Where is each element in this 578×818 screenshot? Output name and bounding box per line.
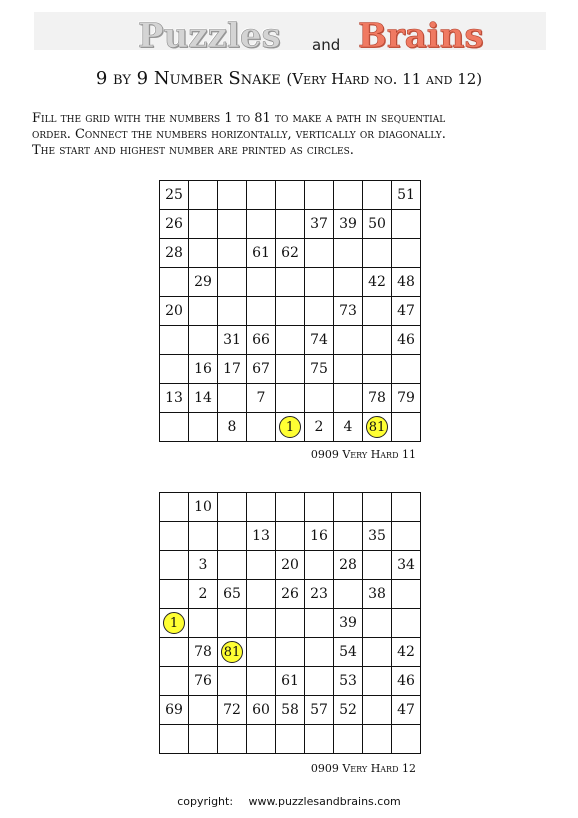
- logo-text-puzzles: Puzzles: [138, 16, 281, 56]
- copyright-label: copyright:: [177, 795, 234, 808]
- grid-cell[interactable]: 54: [334, 638, 363, 667]
- puzzle-grid-12: [159, 492, 421, 754]
- footer: [0, 795, 578, 808]
- grid-cell[interactable]: [276, 522, 305, 551]
- grid-cell[interactable]: 42: [363, 268, 392, 297]
- grid-cell[interactable]: 16: [189, 355, 218, 384]
- grid-cell[interactable]: [363, 609, 392, 638]
- grid-cell[interactable]: 61: [247, 239, 276, 268]
- grid-cell[interactable]: [276, 181, 305, 210]
- grid-row: [160, 268, 421, 297]
- grid-cell[interactable]: [363, 297, 392, 326]
- grid-cell[interactable]: 46: [392, 326, 421, 355]
- grid-cell[interactable]: [218, 667, 247, 696]
- grid-cell[interactable]: 61: [276, 667, 305, 696]
- grid-cell[interactable]: [305, 638, 334, 667]
- grid-cell[interactable]: [189, 522, 218, 551]
- grid-cell[interactable]: 47: [392, 696, 421, 725]
- grid-cell[interactable]: [189, 326, 218, 355]
- logo-banner: [34, 12, 546, 56]
- grid-cell[interactable]: [189, 297, 218, 326]
- page-title-sub: (Very Hard no. 11 and 12): [286, 70, 483, 88]
- grid-cell[interactable]: [160, 326, 189, 355]
- grid-cell[interactable]: [276, 210, 305, 239]
- grid-cell[interactable]: 78: [363, 384, 392, 413]
- grid-cell[interactable]: 10: [189, 493, 218, 522]
- grid-row: [160, 638, 421, 667]
- grid-cell[interactable]: [218, 522, 247, 551]
- grid-cell[interactable]: [218, 638, 247, 667]
- grid-cell[interactable]: 79: [392, 384, 421, 413]
- grid-row: [160, 181, 421, 210]
- website-link[interactable]: www.puzzlesandbrains.com: [248, 795, 401, 808]
- grid-cell[interactable]: [334, 239, 363, 268]
- grid-cell[interactable]: [276, 268, 305, 297]
- grid-cell[interactable]: 2: [305, 413, 334, 442]
- grid-cell[interactable]: [334, 725, 363, 754]
- grid-cell[interactable]: [305, 609, 334, 638]
- grid-row: [160, 609, 421, 638]
- grid-cell[interactable]: [392, 580, 421, 609]
- grid-cell[interactable]: 4: [334, 413, 363, 442]
- grid-cell[interactable]: [334, 493, 363, 522]
- grid-cell[interactable]: 35: [363, 522, 392, 551]
- puzzle-grid-11: [159, 180, 421, 442]
- page-title-main: 9 by 9 Number Snake: [95, 68, 287, 89]
- grid-cell[interactable]: [189, 725, 218, 754]
- grid-row: [160, 239, 421, 268]
- grid-cell[interactable]: 39: [334, 609, 363, 638]
- puzzle-caption-12: 0909 Very Hard 12: [310, 762, 416, 775]
- grid-cell[interactable]: 26: [160, 210, 189, 239]
- grid-cell[interactable]: [334, 181, 363, 210]
- grid-cell[interactable]: [218, 725, 247, 754]
- grid-cell[interactable]: [392, 522, 421, 551]
- grid-cell[interactable]: [305, 667, 334, 696]
- grid-cell[interactable]: [247, 638, 276, 667]
- grid-cell[interactable]: [334, 355, 363, 384]
- grid-row: [160, 493, 421, 522]
- grid-cell[interactable]: [247, 297, 276, 326]
- grid-cell[interactable]: 62: [276, 239, 305, 268]
- grid-cell[interactable]: [276, 609, 305, 638]
- grid-cell[interactable]: [334, 580, 363, 609]
- grid-row: [160, 297, 421, 326]
- grid-row: [160, 355, 421, 384]
- grid-cell[interactable]: 69: [160, 696, 189, 725]
- grid-cell[interactable]: [276, 638, 305, 667]
- grid-cell[interactable]: [363, 493, 392, 522]
- grid-cell[interactable]: 74: [305, 326, 334, 355]
- grid-cell[interactable]: [305, 493, 334, 522]
- grid-cell[interactable]: 29: [189, 268, 218, 297]
- grid-row: [160, 210, 421, 239]
- grid-cell[interactable]: [247, 609, 276, 638]
- grid-cell[interactable]: [392, 413, 421, 442]
- grid-cell[interactable]: [218, 493, 247, 522]
- grid-cell[interactable]: [392, 609, 421, 638]
- grid-cell[interactable]: 47: [392, 297, 421, 326]
- grid-cell[interactable]: 20: [160, 297, 189, 326]
- grid-cell[interactable]: 48: [392, 268, 421, 297]
- grid-cell[interactable]: 66: [247, 326, 276, 355]
- grid-cell[interactable]: [247, 725, 276, 754]
- grid-cell[interactable]: 50: [363, 210, 392, 239]
- grid-cell[interactable]: 28: [160, 239, 189, 268]
- grid-cell[interactable]: [189, 696, 218, 725]
- grid-cell[interactable]: 14: [189, 384, 218, 413]
- grid-cell[interactable]: 72: [218, 696, 247, 725]
- grid-cell[interactable]: 25: [160, 181, 189, 210]
- grid-cell[interactable]: 34: [392, 551, 421, 580]
- grid-cell[interactable]: [160, 725, 189, 754]
- grid-cell[interactable]: [247, 667, 276, 696]
- grid-cell[interactable]: [247, 181, 276, 210]
- grid-cell[interactable]: [334, 268, 363, 297]
- grid-cell[interactable]: 8: [218, 413, 247, 442]
- instruction-line: The start and highest number are printed as circles.: [32, 143, 354, 158]
- grid-row: [160, 580, 421, 609]
- grid-cell[interactable]: [247, 210, 276, 239]
- grid-cell[interactable]: [305, 239, 334, 268]
- grid-cell[interactable]: [363, 725, 392, 754]
- grid-cell[interactable]: [189, 413, 218, 442]
- grid-cell[interactable]: 57: [305, 696, 334, 725]
- grid-cell[interactable]: 31: [218, 326, 247, 355]
- grid-cell[interactable]: [305, 551, 334, 580]
- logo-text-and: and: [312, 36, 341, 54]
- grid-cell[interactable]: 37: [305, 210, 334, 239]
- grid-cell[interactable]: [305, 384, 334, 413]
- grid-row: [160, 696, 421, 725]
- grid-cell[interactable]: 16: [305, 522, 334, 551]
- grid-cell[interactable]: 20: [276, 551, 305, 580]
- grid-cell[interactable]: [276, 413, 305, 442]
- grid-cell[interactable]: 52: [334, 696, 363, 725]
- grid-cell[interactable]: [363, 239, 392, 268]
- instructions: [32, 111, 552, 159]
- grid-cell[interactable]: [189, 181, 218, 210]
- grid-cell[interactable]: [160, 493, 189, 522]
- grid-cell[interactable]: [276, 493, 305, 522]
- grid-cell[interactable]: [276, 725, 305, 754]
- grid-cell[interactable]: [276, 384, 305, 413]
- grid-cell[interactable]: [363, 355, 392, 384]
- grid-cell[interactable]: [276, 297, 305, 326]
- instruction-line: Fill the grid with the numbers 1 to 81 to make a path in sequential: [32, 111, 446, 126]
- grid-row: [160, 413, 421, 442]
- grid-cell[interactable]: [160, 638, 189, 667]
- grid-cell[interactable]: [218, 609, 247, 638]
- grid-row: [160, 522, 421, 551]
- grid-cell[interactable]: [160, 355, 189, 384]
- grid-cell[interactable]: [160, 667, 189, 696]
- grid-cell[interactable]: 78: [189, 638, 218, 667]
- grid-cell[interactable]: [160, 268, 189, 297]
- grid-cell[interactable]: [218, 181, 247, 210]
- grid-cell[interactable]: [160, 551, 189, 580]
- grid-cell[interactable]: 51: [392, 181, 421, 210]
- grid-cell[interactable]: 73: [334, 297, 363, 326]
- grid-cell[interactable]: [363, 551, 392, 580]
- grid-cell[interactable]: [189, 239, 218, 268]
- grid-cell[interactable]: [218, 384, 247, 413]
- grid-cell[interactable]: [363, 413, 392, 442]
- grid-cell[interactable]: [160, 580, 189, 609]
- grid-cell[interactable]: 42: [392, 638, 421, 667]
- grid-row: [160, 326, 421, 355]
- grid-cell[interactable]: [305, 725, 334, 754]
- logo-text-brains: Brains: [358, 16, 484, 56]
- grid-cell[interactable]: [218, 210, 247, 239]
- puzzle-caption-11: 0909 Very Hard 11: [310, 448, 416, 461]
- circled-number: 81: [366, 416, 388, 438]
- grid-cell[interactable]: 26: [276, 580, 305, 609]
- instruction-line: order. Connect the numbers horizontally, vertically or diagonally.: [32, 127, 446, 142]
- grid-row: [160, 384, 421, 413]
- grid-cell[interactable]: [392, 355, 421, 384]
- grid-cell[interactable]: [247, 268, 276, 297]
- grid-cell[interactable]: [305, 181, 334, 210]
- grid-cell[interactable]: 60: [247, 696, 276, 725]
- grid-cell[interactable]: [160, 413, 189, 442]
- grid-cell[interactable]: 7: [247, 384, 276, 413]
- grid-cell[interactable]: [305, 268, 334, 297]
- grid-cell[interactable]: [218, 551, 247, 580]
- grid-cell[interactable]: [334, 326, 363, 355]
- grid-cell[interactable]: 38: [363, 580, 392, 609]
- grid-cell[interactable]: [392, 493, 421, 522]
- grid-cell[interactable]: [218, 297, 247, 326]
- grid-cell[interactable]: 13: [160, 384, 189, 413]
- grid-cell[interactable]: [363, 667, 392, 696]
- grid-cell[interactable]: 39: [334, 210, 363, 239]
- circled-number: 1: [163, 612, 185, 634]
- grid-cell[interactable]: [247, 413, 276, 442]
- grid-cell[interactable]: [305, 297, 334, 326]
- circled-number: 1: [279, 416, 301, 438]
- grid-cell[interactable]: [276, 355, 305, 384]
- grid-cell[interactable]: [363, 696, 392, 725]
- grid-cell[interactable]: 17: [218, 355, 247, 384]
- grid-cell[interactable]: [247, 580, 276, 609]
- circled-number: 81: [221, 641, 243, 663]
- grid-cell[interactable]: [218, 239, 247, 268]
- grid-row: [160, 725, 421, 754]
- grid-cell[interactable]: [363, 326, 392, 355]
- grid-cell[interactable]: [334, 522, 363, 551]
- grid-cell[interactable]: [160, 522, 189, 551]
- grid-cell[interactable]: [392, 725, 421, 754]
- grid-cell[interactable]: [392, 239, 421, 268]
- grid-cell[interactable]: 23: [305, 580, 334, 609]
- grid-cell[interactable]: 67: [247, 355, 276, 384]
- grid-cell[interactable]: [189, 210, 218, 239]
- grid-cell[interactable]: [334, 384, 363, 413]
- grid-cell[interactable]: 3: [189, 551, 218, 580]
- grid-cell[interactable]: [218, 268, 247, 297]
- grid-cell[interactable]: [189, 609, 218, 638]
- grid-row: [160, 551, 421, 580]
- grid-cell[interactable]: 2: [189, 580, 218, 609]
- grid-cell[interactable]: 46: [392, 667, 421, 696]
- grid-cell[interactable]: 53: [334, 667, 363, 696]
- grid-cell[interactable]: [247, 551, 276, 580]
- grid-cell[interactable]: 13: [247, 522, 276, 551]
- grid-cell[interactable]: 28: [334, 551, 363, 580]
- grid-cell[interactable]: [392, 210, 421, 239]
- grid-cell[interactable]: 75: [305, 355, 334, 384]
- grid-cell[interactable]: 76: [189, 667, 218, 696]
- grid-cell[interactable]: [160, 609, 189, 638]
- grid-row: [160, 667, 421, 696]
- grid-cell[interactable]: 58: [276, 696, 305, 725]
- grid-cell[interactable]: [363, 181, 392, 210]
- grid-cell[interactable]: [363, 638, 392, 667]
- grid-cell[interactable]: 65: [218, 580, 247, 609]
- grid-cell[interactable]: [276, 326, 305, 355]
- page-title: [0, 68, 578, 89]
- grid-cell[interactable]: [247, 493, 276, 522]
